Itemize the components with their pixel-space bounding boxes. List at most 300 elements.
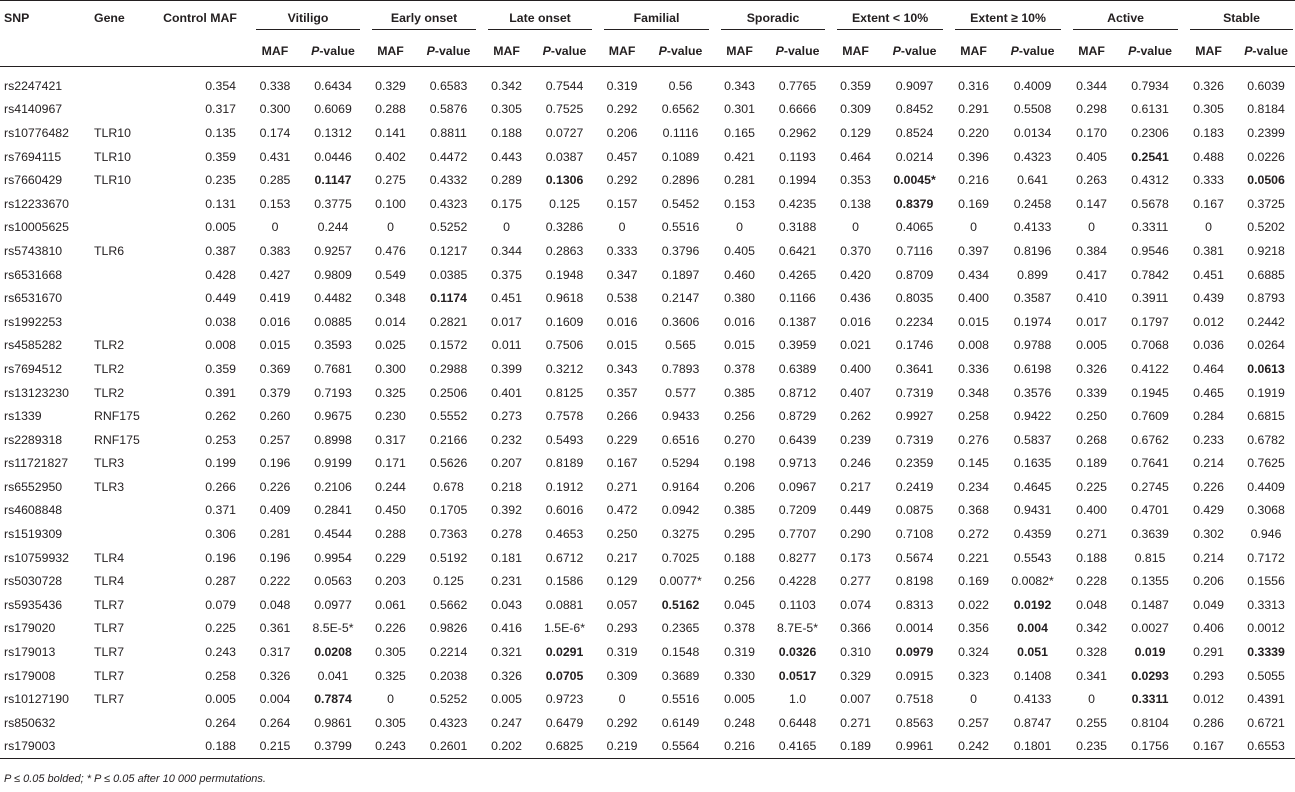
cell-maf: 0.464: [1193, 361, 1224, 376]
cell-maf: 0.347: [606, 267, 638, 282]
cell-control-maf: 0.005: [205, 220, 236, 235]
cell-p-value: 0.5543: [1013, 550, 1052, 565]
cell-maf: 0.233: [1193, 432, 1224, 447]
cell-p-value: 0.019: [1134, 645, 1166, 660]
cell-maf: 0.402: [375, 149, 406, 164]
cell-maf: 0.417: [1076, 267, 1107, 282]
group-label: Late onset: [488, 7, 592, 30]
cell-p-value: 0.7116: [896, 243, 933, 258]
cell-maf: 0.222: [259, 574, 291, 589]
cell-snp: rs4585282: [4, 338, 63, 353]
cell-maf: 0.366: [840, 621, 871, 636]
cell-p-value: 0.0264: [1247, 338, 1285, 353]
cell-maf: 0.189: [1076, 456, 1107, 471]
cell-p-value: 0.899: [1017, 267, 1048, 282]
cell-p-value: 0.8184: [1247, 102, 1285, 117]
header-group: [250, 1, 366, 37]
cell-maf: 0.329: [375, 78, 406, 93]
header-group: [598, 1, 715, 37]
cell-p-value: 0.9431: [1013, 503, 1052, 518]
table-row: [0, 357, 1295, 381]
cell-p-value: 0.8998: [314, 432, 352, 447]
cell-gene: TLR3: [94, 456, 125, 471]
cell-p-value: 0.5678: [1131, 196, 1169, 211]
cell-maf: 0.292: [606, 173, 638, 188]
cell-p-value: 0.5626: [429, 456, 468, 471]
cell-p-value: 0.1174: [430, 291, 467, 306]
cell-p-value: 0.6516: [661, 432, 700, 447]
subheader-maf: MAF: [1184, 36, 1233, 67]
cell-maf: 0.451: [1193, 267, 1224, 282]
cell-p-value: 0.9826: [429, 621, 468, 636]
p-letter: P: [892, 44, 901, 58]
cell-maf: 0.165: [724, 125, 755, 140]
cell-p-value: 0.3286: [545, 220, 584, 235]
cell-p-value: 0.125: [433, 574, 464, 589]
cell-maf: 0.258: [958, 409, 989, 424]
subheader-p-value: [531, 36, 598, 67]
cell-p-value: 0.0208: [314, 645, 352, 660]
cell-p-value: 0.4065: [895, 220, 934, 235]
cell-p-value: 0.0613: [1247, 361, 1285, 376]
cell-p-value: 0.1487: [1131, 597, 1169, 612]
cell-control-maf: 0.258: [205, 668, 236, 683]
group-label: Sporadic: [721, 7, 825, 30]
cell-p-value: 0.4391: [1247, 692, 1285, 707]
cell-maf: 0.434: [958, 267, 989, 282]
cell-snp: rs4140967: [4, 102, 63, 117]
subheader-p-value: [1116, 36, 1184, 67]
p-suffix: -value: [550, 44, 587, 58]
cell-p-value: 0.0326: [778, 645, 817, 660]
cell-p-value: 0.5252: [429, 220, 468, 235]
cell-p-value: 0.4472: [429, 149, 468, 164]
cell-maf: 0.277: [840, 574, 871, 589]
cell-snp: rs6531670: [4, 291, 63, 306]
cell-gene: TLR2: [94, 361, 125, 376]
cell-maf: 0.378: [724, 361, 755, 376]
cell-maf: 0.339: [1076, 385, 1107, 400]
cell-p-value: 0.1635: [1013, 456, 1052, 471]
cell-p-value: 0.9954: [314, 550, 352, 565]
cell-p-value: 0.3799: [300, 735, 366, 759]
cell-p-value: 0.6131: [1131, 102, 1169, 117]
cell-maf: 0.242: [949, 735, 998, 759]
table-row: [0, 522, 1295, 546]
cell-p-value: 0.2214: [429, 645, 468, 660]
cell-p-value: 0.004: [1017, 621, 1048, 636]
cell-snp: rs2289318: [4, 432, 63, 447]
cell-p-value: 0.8198: [895, 574, 934, 589]
cell-maf: 0.302: [1193, 527, 1224, 542]
cell-maf: 0.250: [1076, 409, 1107, 424]
cell-p-value: 0.0967: [778, 479, 817, 494]
cell-snp: rs5743810: [4, 243, 63, 258]
cell-maf: 0.286: [1193, 715, 1224, 730]
cell-maf: 0.045: [724, 597, 755, 612]
cell-p-value: 0.5552: [429, 409, 468, 424]
cell-p-value: 0.2988: [429, 361, 468, 376]
cell-maf: 0.416: [491, 621, 522, 636]
cell-control-maf: 0.135: [205, 125, 236, 140]
cell-maf: 0.384: [1076, 243, 1107, 258]
header-group: [366, 1, 482, 37]
cell-maf: 0.016: [606, 314, 638, 329]
cell-control-maf: 0.317: [205, 102, 236, 117]
cell-maf: 0.305: [375, 715, 406, 730]
cell-p-value: 0.4409: [1247, 479, 1285, 494]
cell-maf: 0.353: [840, 173, 871, 188]
cell-control-maf: 0.253: [205, 432, 236, 447]
cell-p-value: 0.0915: [895, 668, 934, 683]
cell-maf: 0.206: [1193, 574, 1224, 589]
cell-maf: 0.188: [1076, 550, 1107, 565]
cell-control-maf: 0.266: [205, 479, 236, 494]
cell-maf: 0.005: [1076, 338, 1107, 353]
cell-maf: 0.305: [491, 102, 522, 117]
cell-maf: 0.167: [1184, 735, 1233, 759]
table-row: [0, 168, 1295, 192]
cell-maf: 0: [387, 220, 394, 235]
cell-p-value: 0.3311: [1131, 220, 1169, 235]
cell-maf: 0.275: [375, 173, 406, 188]
cell-maf: 0.405: [724, 243, 755, 258]
cell-p-value: 0.7842: [1131, 267, 1169, 282]
cell-p-value: 0.8035: [895, 291, 934, 306]
cell-p-value: 0.1103: [779, 597, 816, 612]
cell-maf: 0.244: [375, 479, 406, 494]
cell-p-value: 0.8313: [895, 597, 934, 612]
cell-p-value: 0.7681: [314, 361, 352, 376]
cell-p-value: 0.5452: [661, 196, 700, 211]
cell-maf: 0.016: [259, 314, 291, 329]
cell-p-value: 0.1912: [545, 479, 584, 494]
cell-p-value: 0.2458: [1013, 196, 1052, 211]
cell-maf: 0.357: [606, 385, 638, 400]
cell-p-value: 0.6885: [1247, 267, 1285, 282]
cell-p-value: 0.8729: [778, 409, 817, 424]
cell-gene: [90, 192, 150, 216]
cell-control-maf: 0.354: [205, 78, 236, 93]
cell-p-value: 0.1746: [895, 338, 934, 353]
cell-p-value: 0.6815: [1247, 409, 1285, 424]
cell-maf: 0: [618, 220, 626, 235]
subheader-p-value: [646, 36, 715, 67]
cell-maf: 0.129: [840, 125, 871, 140]
cell-maf: 0.183: [1193, 125, 1224, 140]
cell-p-value: 0.1408: [1013, 668, 1052, 683]
cell-maf: 0.005: [724, 692, 755, 707]
cell-maf: 0.429: [1193, 503, 1224, 518]
cell-maf: 0.263: [1076, 173, 1107, 188]
cell-maf: 0.431: [259, 149, 291, 164]
cell-maf: 0.025: [375, 338, 406, 353]
cell-p-value: 0.9927: [895, 409, 934, 424]
header-group: [482, 1, 598, 37]
cell-p-value: 0.0291: [545, 645, 584, 660]
cell-control-maf: 0.235: [205, 173, 236, 188]
cell-p-value: 0.5202: [1247, 220, 1285, 235]
cell-p-value: 0.8196: [1013, 243, 1052, 258]
cell-p-value: 0.1897: [661, 267, 700, 282]
cell-maf: 0.169: [958, 196, 989, 211]
cell-p-value: 0.4645: [1013, 479, 1052, 494]
table-row: [0, 617, 1295, 641]
cell-maf: 0.329: [840, 668, 871, 683]
cell-maf: 0.271: [1076, 527, 1107, 542]
cell-maf: 0.333: [1193, 173, 1224, 188]
cell-p-value: 0.3689: [661, 668, 700, 683]
cell-snp: rs10776482: [4, 125, 69, 140]
cell-maf: 0.457: [606, 149, 638, 164]
cell-p-value: 0.56: [668, 78, 693, 93]
cell-maf: 0.465: [1193, 385, 1224, 400]
cell-control-maf: 0.449: [205, 291, 236, 306]
cell-maf: 0: [503, 220, 510, 235]
p-letter: P: [658, 44, 667, 58]
table-row: [0, 687, 1295, 711]
cell-p-value: 0.0027: [1131, 621, 1169, 636]
cell-p-value: 0.9199: [314, 456, 352, 471]
cell-p-value: 0.1974: [1013, 314, 1052, 329]
cell-maf: 0.325: [375, 668, 406, 683]
cell-p-value: 0.2106: [314, 479, 352, 494]
cell-gene: TLR10: [94, 125, 131, 140]
cell-p-value: 0.815: [1134, 550, 1166, 565]
cell-maf: 0.319: [606, 645, 638, 660]
cell-p-value: 0.2365: [661, 621, 700, 636]
cell-snp: rs1339: [4, 409, 42, 424]
cell-p-value: 0.2306: [1131, 125, 1169, 140]
table-row: [0, 216, 1295, 240]
cell-p-value: 0.3188: [778, 220, 817, 235]
cell-p-value: 0.2147: [661, 291, 700, 306]
cell-p-value: 0.1312: [314, 125, 352, 140]
cell-maf: 0.226: [1193, 479, 1224, 494]
cell-p-value: 0.1801: [998, 735, 1067, 759]
cell-maf: 0.401: [491, 385, 522, 400]
table-row: [0, 239, 1295, 263]
cell-maf: 0.214: [1193, 550, 1224, 565]
cell-p-value: 0.2399: [1247, 125, 1285, 140]
cell-maf: 0.348: [375, 291, 406, 306]
cell-maf: 0.419: [259, 291, 291, 306]
cell-maf: 0.343: [724, 78, 755, 93]
cell-maf: 0.214: [1193, 456, 1224, 471]
cell-p-value: 0.6439: [778, 432, 817, 447]
table-row: [0, 428, 1295, 452]
cell-maf: 0.226: [259, 479, 291, 494]
cell-maf: 0: [271, 220, 279, 235]
cell-maf: 0.243: [366, 735, 415, 759]
cell-maf: 0.381: [1193, 243, 1224, 258]
cell-p-value: 0.3068: [1247, 503, 1285, 518]
cell-p-value: 0.3775: [314, 196, 352, 211]
cell-snp: rs4608848: [4, 503, 63, 518]
cell-maf: 0.405: [1076, 149, 1107, 164]
cell-p-value: 0.9422: [1013, 409, 1052, 424]
group-label: Familial: [604, 7, 709, 30]
cell-p-value: 0.051: [1017, 645, 1048, 660]
cell-control-maf: 0.131: [205, 196, 236, 211]
cell-maf: 0.257: [259, 432, 291, 447]
cell-maf: 0.202: [482, 735, 531, 759]
cell-maf: 0.015: [958, 314, 989, 329]
cell-maf: 0.141: [375, 125, 406, 140]
cell-p-value: 0.125: [549, 196, 580, 211]
cell-gene: RNF175: [94, 409, 140, 424]
cell-p-value: 0.7319: [895, 385, 934, 400]
cell-p-value: 0.2863: [545, 243, 584, 258]
cell-p-value: 0.0012: [1247, 621, 1285, 636]
cell-maf: 0.370: [840, 243, 871, 258]
cell-maf: 0.246: [840, 456, 871, 471]
cell-p-value: 0.8452: [895, 102, 934, 117]
cell-p-value: 0.2419: [895, 479, 934, 494]
cell-maf: 0.043: [491, 597, 522, 612]
cell-snp: rs7694512: [4, 361, 63, 376]
cell-maf: 0.293: [606, 621, 638, 636]
cell-maf: 0.397: [958, 243, 989, 258]
cell-p-value: 0.7765: [778, 78, 817, 93]
cell-p-value: 0.7641: [1131, 456, 1169, 471]
cell-p-value: 0.3587: [1013, 291, 1052, 306]
cell-p-value: 0.7874: [314, 692, 352, 707]
table-row: [0, 334, 1295, 358]
cell-maf: 0.230: [375, 409, 406, 424]
p-letter: P: [775, 44, 784, 58]
cell-maf: 0.344: [1076, 78, 1107, 93]
cell-maf: 0.217: [606, 550, 638, 565]
cell-p-value: 1.5E-6*: [544, 621, 586, 636]
cell-p-value: 0.6016: [545, 503, 584, 518]
subheader-p-value: [998, 36, 1067, 67]
cell-maf: 0: [1205, 220, 1212, 235]
cell-gene: TLR6: [94, 243, 125, 258]
cell-p-value: 0.3911: [1131, 291, 1169, 306]
cell-gene: [90, 286, 150, 310]
cell-maf: 0.317: [375, 432, 406, 447]
cell-maf: 0: [736, 220, 743, 235]
subheader-p-value: [1233, 36, 1295, 67]
subheader-maf: MAF: [1067, 36, 1116, 67]
p-letter: P: [1244, 44, 1253, 58]
subheader-maf: MAF: [366, 36, 415, 67]
cell-p-value: 0.0885: [314, 314, 352, 329]
cell-maf: 0.008: [958, 338, 989, 353]
cell-p-value: 0.4235: [778, 196, 817, 211]
cell-maf: 0.409: [259, 503, 291, 518]
cell-maf: 0.338: [259, 78, 291, 93]
cell-maf: 0.385: [724, 503, 755, 518]
cell-p-value: 0.9618: [545, 291, 584, 306]
cell-maf: 0.436: [840, 291, 871, 306]
cell-p-value: 0.1387: [778, 314, 817, 329]
cell-maf: 0.266: [606, 409, 638, 424]
group-label: Extent ≥ 10%: [955, 7, 1061, 30]
cell-maf: 0.379: [259, 385, 291, 400]
cell-maf: 0.369: [259, 361, 291, 376]
cell-maf: 0.321: [491, 645, 522, 660]
cell-snp: rs179003: [0, 735, 90, 759]
cell-p-value: 0.7172: [1247, 550, 1285, 565]
cell-maf: 0.330: [724, 668, 755, 683]
group-label: Extent < 10%: [837, 7, 943, 30]
cell-maf: 0.284: [1193, 409, 1224, 424]
cell-maf: 0.380: [724, 291, 755, 306]
cell-p-value: 1.0: [788, 692, 807, 707]
cell-p-value: 0.5564: [646, 735, 715, 759]
cell-control-maf: 0.225: [205, 621, 236, 636]
cell-maf: 0.421: [724, 149, 755, 164]
cell-maf: 0.248: [724, 715, 755, 730]
cell-maf: 0.400: [840, 361, 871, 376]
cell-maf: 0.217: [840, 479, 871, 494]
cell-snp: rs7694115: [4, 149, 62, 164]
cell-maf: 0.255: [1076, 715, 1107, 730]
cell-maf: 0.449: [840, 503, 871, 518]
cell-p-value: 0.4653: [545, 527, 584, 542]
cell-maf: 0.268: [1076, 432, 1107, 447]
subheader-maf: MAF: [482, 36, 531, 67]
cell-gene: TLR2: [94, 338, 125, 353]
cell-snp: rs11721827: [4, 456, 69, 471]
cell-gene: TLR4: [94, 574, 125, 589]
cell-snp: rs10127190: [4, 692, 69, 707]
cell-p-value: 0.8712: [778, 385, 817, 400]
cell-control-maf: 0.038: [205, 314, 236, 329]
cell-maf: 0.174: [259, 125, 291, 140]
cell-p-value: 0.4323: [429, 715, 468, 730]
cell-maf: 0.257: [958, 715, 989, 730]
cell-maf: 0.170: [1076, 125, 1107, 140]
cell-maf: 0.378: [724, 621, 755, 636]
cell-p-value: 0.4332: [429, 173, 468, 188]
table-row: [0, 452, 1295, 476]
cell-control-maf: 0.287: [205, 574, 236, 589]
cell-p-value: 0.6712: [545, 550, 584, 565]
cell-p-value: 0.0387: [545, 149, 584, 164]
group-label: Vitiligo: [256, 7, 360, 30]
subheader-p-value: [415, 36, 482, 67]
cell-maf: 0.167: [606, 456, 638, 471]
cell-maf: 0.012: [1193, 314, 1224, 329]
cell-p-value: 0.3339: [1247, 645, 1285, 660]
cell-p-value: 0.4544: [314, 527, 352, 542]
cell-control-maf: 0.359: [205, 361, 236, 376]
p-suffix: -value: [434, 44, 471, 58]
cell-p-value: 0.641: [1017, 173, 1048, 188]
cell-maf: 0.171: [375, 456, 406, 471]
cell-maf: 0.271: [840, 715, 871, 730]
cell-maf: 0.407: [840, 385, 871, 400]
cell-p-value: 0.2962: [778, 125, 817, 140]
table-row: [0, 569, 1295, 593]
cell-maf: 0.326: [1076, 361, 1107, 376]
cell-maf: 0.216: [958, 173, 989, 188]
cell-p-value: 0.1797: [1131, 314, 1169, 329]
p-letter: P: [1010, 44, 1019, 58]
cell-maf: 0.291: [958, 102, 989, 117]
table-row: [0, 593, 1295, 617]
cell-maf: 0.048: [1076, 597, 1107, 612]
cell-p-value: 0.9164: [661, 479, 700, 494]
cell-p-value: 0.7525: [545, 102, 584, 117]
cell-p-value: 0.946: [1250, 527, 1282, 542]
cell-p-value: 0.0045*: [893, 173, 936, 188]
cell-maf: 0.048: [259, 597, 291, 612]
cell-p-value: 0.6479: [545, 715, 584, 730]
